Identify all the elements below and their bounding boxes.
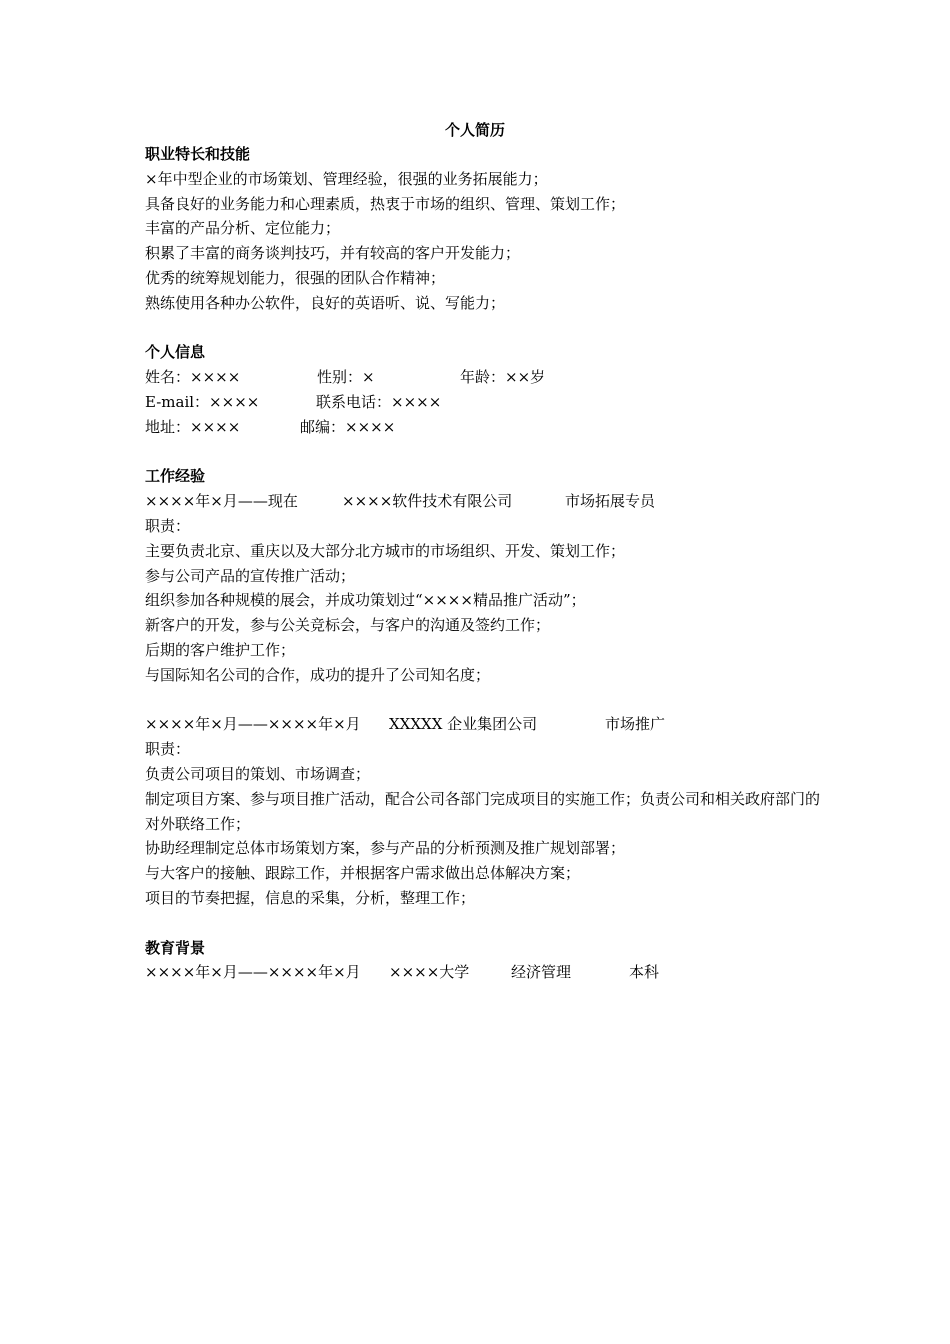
work-experience-heading: 工作经验: [145, 467, 206, 486]
personal-info-row-1: [145, 365, 825, 390]
job1-duty: 组织参加各种规模的展会，并成功策划过“××××精品推广活动”；: [145, 591, 586, 610]
job2-company: XXXXX 企业集团公司: [389, 715, 538, 734]
job2-duties-label: 职责：: [145, 740, 191, 759]
postcode-field: 邮编：××××: [300, 417, 396, 436]
job1-position: 市场拓展专员: [565, 492, 656, 511]
job1-duty: 与国际知名公司的合作，成功的提升了公司知名度；: [145, 665, 491, 684]
skill-item: 优秀的统筹规划能力，很强的团队合作精神；: [145, 268, 446, 287]
job2-duty: 与大客户的接触、跟踪工作，并根据客户需求做出总体解决方案；: [145, 864, 581, 883]
skill-item: 丰富的产品分析、定位能力；: [145, 219, 341, 238]
job2-period: ××××年×月——××××年×月: [145, 715, 361, 734]
education-period: ××××年×月——××××年×月: [145, 963, 361, 982]
page-title: 个人简历: [444, 121, 505, 139]
job1-duty: 参与公司产品的宣传推广活动；: [145, 566, 356, 585]
education-major: 经济管理: [511, 963, 572, 982]
skill-item: ×年中型企业的市场策划、管理经验，很强的业务拓展能力；: [145, 169, 548, 188]
education-degree: 本科: [629, 963, 660, 982]
education-school: ××××大学: [389, 963, 470, 982]
job1-period: ××××年×月——现在: [145, 492, 298, 511]
skill-item: 具备良好的业务能力和心理素质，热衷于市场的组织、管理、策划工作；: [145, 194, 626, 213]
job2-duty: 项目的节奏把握，信息的采集，分析，整理工作；: [145, 888, 476, 907]
job2-summary: [145, 712, 825, 737]
job2-duty: 制定项目方案、参与项目推广活动，配合公司各部门完成项目的实施工作；负责公司和相关政府部门的对外联络工作；: [145, 789, 821, 833]
skill-item: 积累了丰富的商务谈判技巧，并有较高的客户开发能力；: [145, 244, 521, 263]
personal-info-row-3: [145, 415, 825, 440]
job2-position: 市场推广: [605, 715, 666, 734]
job2-duty: 协助经理制定总体市场策划方案，参与产品的分析预测及推广规划部署；: [145, 839, 626, 858]
phone-field: 联系电话：××××: [316, 392, 442, 411]
job1-duty: 新客户的开发，参与公关竞标会，与客户的沟通及签约工作；: [145, 616, 551, 635]
job1-duty: 后期的客户维护工作；: [145, 640, 296, 659]
resume-content: [145, 142, 825, 985]
education-row: [145, 960, 825, 985]
education-heading: 教育背景: [145, 938, 206, 957]
job1-duties-label: 职责：: [145, 516, 191, 535]
address-field: 地址：××××: [145, 417, 241, 436]
personal-info-heading: 个人信息: [145, 343, 206, 362]
skill-item: 熟练使用各种办公软件，良好的英语听、说、写能力；: [145, 293, 506, 312]
age-field: 年龄：××岁: [460, 368, 546, 387]
gender-field: 性别：×: [317, 368, 375, 387]
name-field: 姓名：××××: [145, 368, 241, 387]
email-field: E-mail：××××: [145, 392, 260, 411]
job2-duty: 负责公司项目的策划、市场调查；: [145, 764, 371, 783]
skills-heading: 职业特长和技能: [145, 145, 251, 163]
job1-company: ××××软件技术有限公司: [342, 492, 513, 511]
personal-info-row-2: [145, 390, 825, 415]
job1-duty: 主要负责北京、重庆以及大部分北方城市的市场组织、开发、策划工作；: [145, 541, 626, 560]
job1-summary: [145, 489, 825, 514]
